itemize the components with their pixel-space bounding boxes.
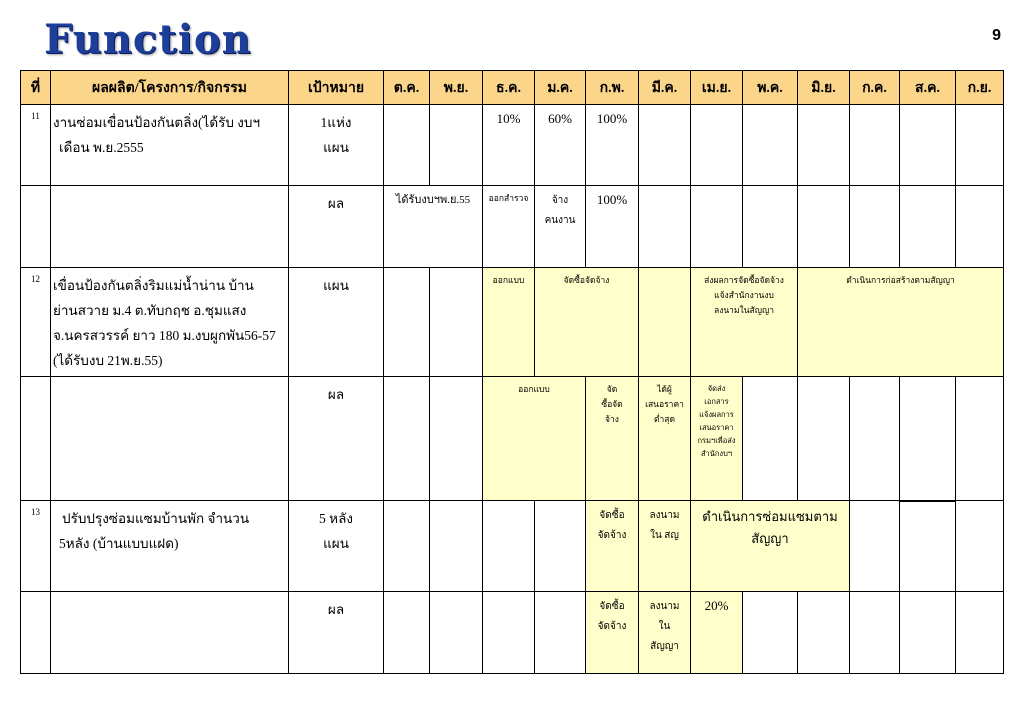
cell-jan-feb: จัดซื้อจัดจ้าง xyxy=(535,268,639,377)
cell-feb: จัดซื้อ จัดจ้าง xyxy=(586,501,639,592)
cell-dec: 10% xyxy=(483,105,535,186)
cell-apr: จัดส่ง เอกสาร แจ้งผลการ เสนอราคา กรมฯเพื่อส่ง สำนักงบฯ xyxy=(691,377,743,501)
cell-dec: ออกสำรวจ xyxy=(483,186,535,268)
cell-apr-may: ส่งผลการจัดซื้อจัดจ้าง แจ้งสำนักงานงบ ลงนามในสัญญา xyxy=(691,268,798,377)
cell-feb: จัดซื้อ จัดจ้าง xyxy=(586,592,639,674)
cell-mar: ลงนาม ใน สัญญา xyxy=(639,592,691,674)
cell-apr: 20% xyxy=(691,592,743,674)
cell-dec: ออกแบบ xyxy=(483,268,535,377)
header-apr: เม.ย. xyxy=(691,71,743,105)
table-row xyxy=(21,592,1004,674)
target-cell: 1แห่ง แผน xyxy=(289,105,384,186)
result-label: ผล xyxy=(289,377,384,501)
table-row xyxy=(21,186,1004,268)
header-mar: มี.ค. xyxy=(639,71,691,105)
row-number: 13 xyxy=(21,501,51,592)
header-project: ผลผลิต/โครงการ/กิจกรรม xyxy=(51,71,289,105)
header-target: เป้าหมาย xyxy=(289,71,384,105)
cell-dec-jan: ออกแบบ xyxy=(483,377,586,501)
project-name: เขื่อนป้องกันตลิ่งริมแม่น้ำน่าน บ้าน ย่านสวาย ม.4 ต.ทับกฤช อ.ชุมแสง จ.นครสวรรค์ ยาว 180 ม.งบผูกพัน56-57 (ได้รับงบ 21พ.ย.55) xyxy=(51,268,289,377)
row-number: 12 xyxy=(21,268,51,377)
header-no: ที่ xyxy=(21,71,51,105)
cell-mar: ได้ผู้ เสนอราคา ต่ำสุด xyxy=(639,377,691,501)
header-dec: ธ.ค. xyxy=(483,71,535,105)
table-row xyxy=(21,105,1004,186)
cell-feb: 100% xyxy=(586,105,639,186)
page-title: Function xyxy=(44,16,252,63)
target-cell: 5 หลัง แผน xyxy=(289,501,384,592)
header-feb: ก.พ. xyxy=(586,71,639,105)
table-row xyxy=(21,377,1004,501)
header-row xyxy=(21,71,1004,105)
result-label: ผล xyxy=(289,592,384,674)
header-nov: พ.ย. xyxy=(430,71,483,105)
cell-apr-jun: ดำเนินการซ่อมแซมตาม สัญญา xyxy=(691,501,850,592)
cell-oct-nov: ได้รับงบฯพ.ย.55 xyxy=(384,186,483,268)
cell-jun-sep: ดำเนินการก่อสร้างตามสัญญา xyxy=(798,268,1004,377)
header-oct: ต.ค. xyxy=(384,71,430,105)
project-name: งานซ่อมเขื่อนป้องกันตลิ่ง(ได้รับ งบฯ เดือน พ.ย.2555 xyxy=(51,105,289,186)
target-cell: แผน xyxy=(289,268,384,377)
row-number: 11 xyxy=(21,105,51,186)
header-aug: ส.ค. xyxy=(900,71,956,105)
header-jan: ม.ค. xyxy=(535,71,586,105)
result-label: ผล xyxy=(289,186,384,268)
cell-jan: 60% xyxy=(535,105,586,186)
cell-feb: จัด ซื้อจัด จ้าง xyxy=(586,377,639,501)
project-name: ปรับปรุงซ่อมแซมบ้านพัก จำนวน 5หลัง (บ้านแบบแฝด) xyxy=(51,501,289,592)
cell-mar: ลงนาม ใน สญ xyxy=(639,501,691,592)
table-row xyxy=(21,501,1004,592)
cell-jan: จ้าง คนงาน xyxy=(535,186,586,268)
header-jun: มิ.ย. xyxy=(798,71,850,105)
header-may: พ.ค. xyxy=(743,71,798,105)
header-sep: ก.ย. xyxy=(956,71,1004,105)
cell-feb: 100% xyxy=(586,186,639,268)
table-row xyxy=(21,268,1004,377)
schedule-table xyxy=(20,70,1004,674)
page-number: 9 xyxy=(992,27,1001,44)
header-jul: ก.ค. xyxy=(850,71,900,105)
